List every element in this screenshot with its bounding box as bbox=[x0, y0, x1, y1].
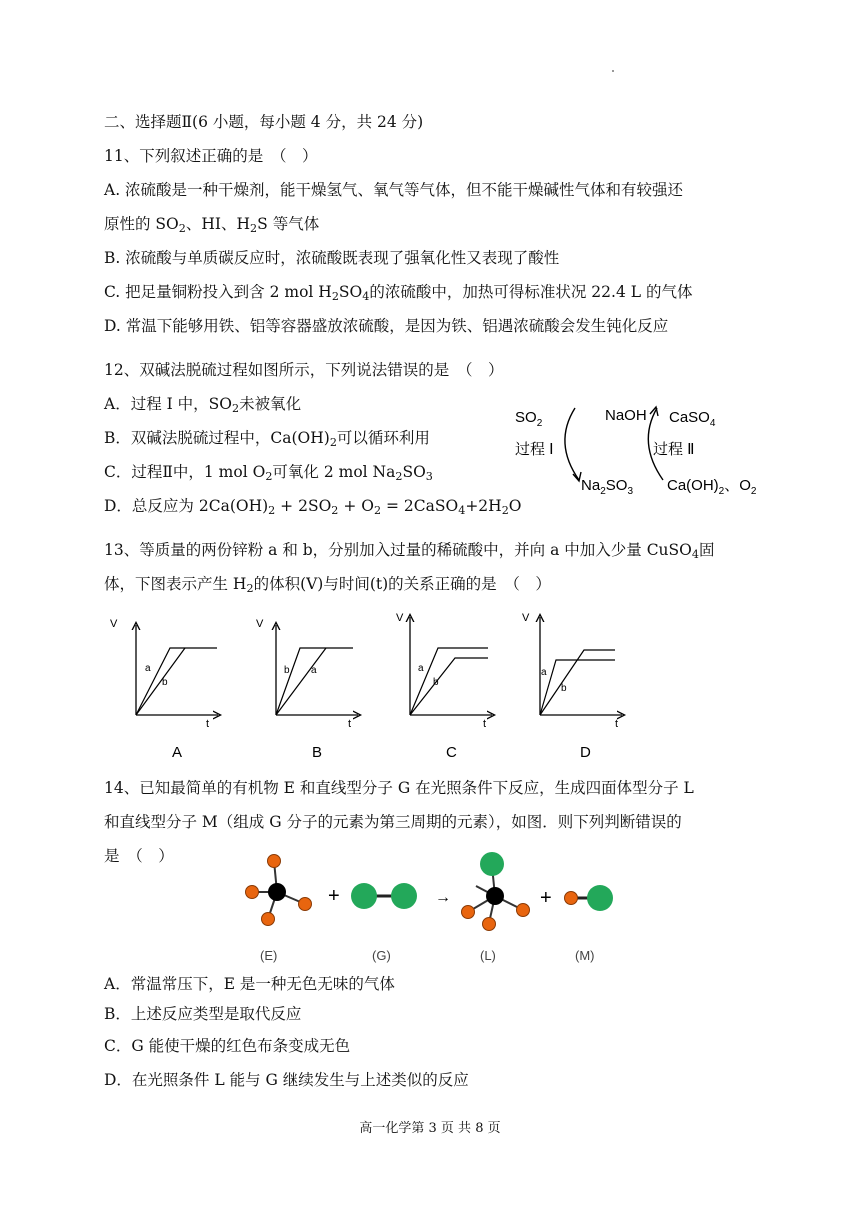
svg-text:a: a bbox=[541, 667, 547, 678]
svg-text:a: a bbox=[311, 665, 317, 676]
label-g: (G) bbox=[372, 948, 391, 963]
label-l: (L) bbox=[480, 948, 496, 963]
desulfurization-diagram bbox=[505, 398, 765, 503]
graph-label-c: C bbox=[446, 744, 457, 761]
q13-line2: 体，下图表示产生 $H_2$的体积(V)与时间(t)的关系正确的是 （ ） bbox=[104, 575, 551, 595]
arc-left bbox=[565, 408, 579, 480]
q14-line1: 14、已知最简单的有机物 E 和直线型分子 G 在光照条件下反应，生成四面体型分子 L bbox=[104, 779, 694, 797]
arrow: → bbox=[435, 889, 451, 906]
q14-option-a: A．常温常压下，E 是一种无色无味的气体 bbox=[104, 975, 395, 993]
q14-option-b: B．上述反应类型是取代反应 bbox=[104, 1005, 302, 1023]
svg-text:t: t bbox=[206, 718, 210, 730]
svg-text:V: V bbox=[396, 612, 404, 624]
label-e: (E) bbox=[260, 948, 278, 963]
speck bbox=[612, 70, 614, 72]
svg-text:b: b bbox=[561, 683, 567, 694]
plus-1: + bbox=[328, 885, 340, 907]
molecule-g bbox=[351, 883, 417, 909]
svg-text:t: t bbox=[483, 718, 487, 730]
q11-option-a-line2: 原性的 $SO_2$、HI、$H_2S$ 等气体 bbox=[104, 215, 320, 235]
q11-option-c: C. 把足量铜粉投入到含 2 mol $H_2SO_4$的浓硫酸中，加热可得标准状况 22.4 L 的气体 bbox=[104, 283, 693, 303]
graph-label-b: B bbox=[312, 744, 323, 761]
svg-text:b: b bbox=[433, 677, 439, 688]
svg-text:b: b bbox=[162, 677, 168, 688]
label-naoh: NaOH bbox=[605, 407, 647, 424]
q14-line3: 是 （ ） bbox=[104, 847, 174, 865]
svg-text:t: t bbox=[348, 718, 352, 730]
q12-option-c: C．过程Ⅱ中，1 mol $O_2$可氧化 2 mol $Na_2SO_3$ bbox=[104, 463, 433, 483]
graph-b bbox=[256, 618, 358, 761]
q12-option-d: D．总反应为 $2Ca(OH)_2 + 2SO_2 + O_2$ = $2CaSO_4+2H_2O$ bbox=[104, 497, 522, 517]
label-m: (M) bbox=[575, 948, 595, 963]
graph-label-d: D bbox=[580, 744, 591, 761]
label-caso4: CaSO$_4$ bbox=[669, 409, 716, 429]
section-title: 二、选择题Ⅱ(6 小题，每小题 4 分，共 24 分) bbox=[104, 113, 424, 131]
q13-graphs bbox=[100, 605, 660, 765]
q11-stem: 11、下列叙述正确的是 （ ） bbox=[104, 147, 318, 165]
label-process-2: 过程 Ⅱ bbox=[653, 441, 695, 458]
molecule-l bbox=[462, 852, 530, 931]
label-so2: $SO_2$ bbox=[515, 409, 543, 429]
graph-d bbox=[522, 612, 622, 761]
graph-c bbox=[396, 612, 492, 761]
q13-line1: 13、等质量的两份锌粉 a 和 b，分别加入过量的稀硫酸中，并向 a 中加入少量 CuSO$_4$固 bbox=[104, 541, 715, 561]
q11-option-d: D. 常温下能够用铁、铝等容器盛放浓硫酸，是因为铁、铝遇浓硫酸会发生钝化反应 bbox=[104, 317, 669, 335]
svg-text:a: a bbox=[418, 663, 424, 674]
molecule-reaction-diagram bbox=[240, 848, 620, 968]
svg-text:a: a bbox=[145, 663, 151, 674]
q12-option-b: B．双碱法脱硫过程中，$Ca(OH)_2$可以循环利用 bbox=[104, 429, 430, 449]
label-process-1: 过程 Ⅰ bbox=[515, 441, 554, 458]
label-na2so3: $Na_2SO_3$ bbox=[581, 477, 633, 497]
q14-option-c: C．G 能使干燥的红色布条变成无色 bbox=[104, 1037, 351, 1055]
q12-stem: 12、双碱法脱硫过程如图所示，下列说法错误的是 （ ） bbox=[104, 361, 504, 379]
q11-option-a-line1: A. 浓硫酸是一种干燥剂，能干燥氢气、氧气等气体，但不能干燥碱性气体和有较强还 bbox=[104, 181, 684, 199]
svg-text:V: V bbox=[110, 618, 118, 630]
q11-option-b: B. 浓硫酸与单质碳反应时，浓硫酸既表现了强氧化性又表现了酸性 bbox=[104, 249, 560, 267]
q14-line2: 和直线型分子 M（组成 G 分子的元素为第三周期的元素），如图．则下列判断错误的 bbox=[104, 813, 682, 831]
svg-text:t: t bbox=[615, 718, 619, 730]
graph-label-a: A bbox=[172, 744, 183, 761]
svg-text:b: b bbox=[284, 665, 290, 676]
page-footer: 高一化学第 3 页 共 8 页 bbox=[359, 1121, 501, 1136]
svg-text:V: V bbox=[256, 618, 264, 630]
plus-2: + bbox=[540, 887, 552, 909]
graph-a bbox=[110, 618, 218, 761]
molecule-m bbox=[565, 885, 614, 911]
q12-option-a: A．过程 Ⅰ 中，$SO_2$未被氧化 bbox=[104, 395, 302, 415]
q14-option-d: D．在光照条件 L 能与 G 继续发生与上述类似的反应 bbox=[104, 1071, 469, 1089]
molecule-e bbox=[246, 855, 312, 926]
svg-text:V: V bbox=[522, 612, 530, 624]
label-caoh2-o2: $Ca(OH)_2$、$O_2$ bbox=[667, 477, 757, 497]
